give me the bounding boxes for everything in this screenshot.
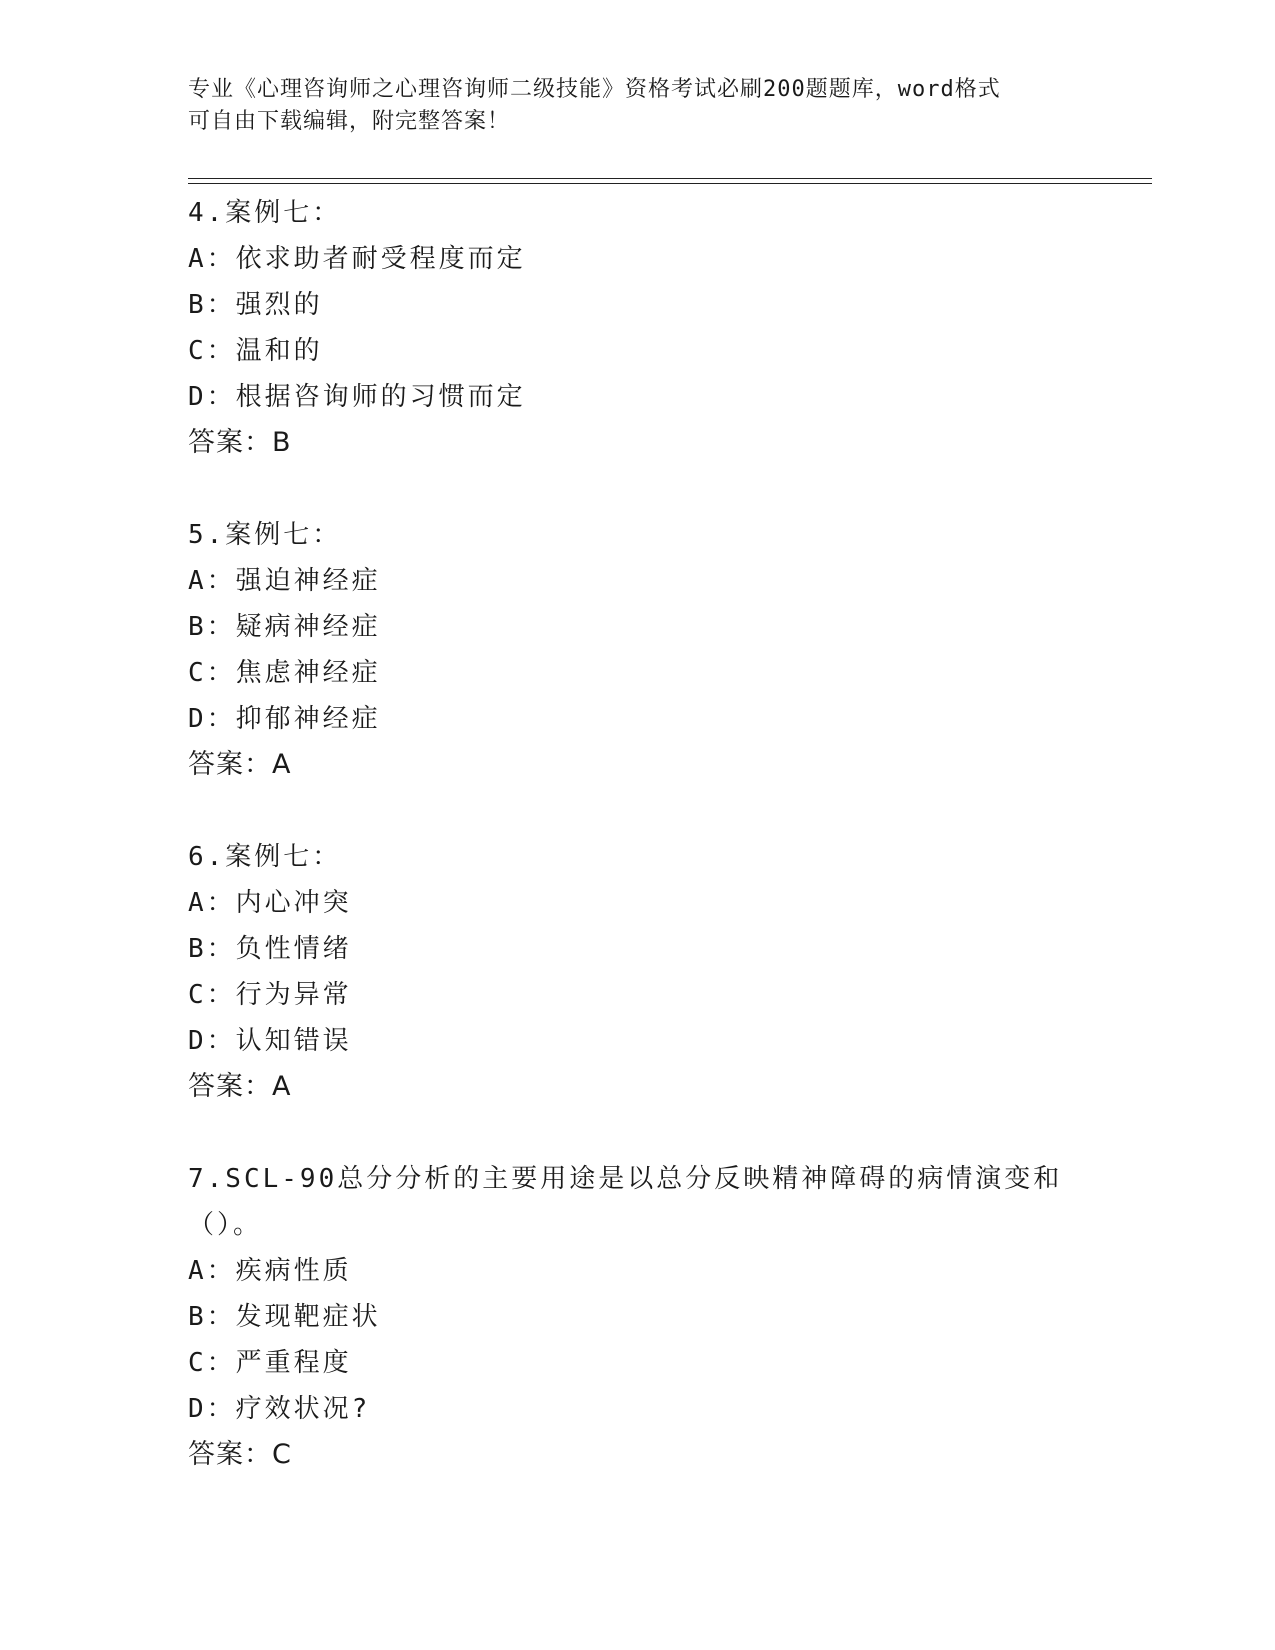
- option-a: A：内心冲突: [188, 888, 352, 918]
- option-d: D：根据咨询师的习惯而定: [188, 382, 526, 412]
- question-spacer: [188, 466, 1088, 512]
- question-4: [188, 190, 1088, 466]
- option-a: A：强迫神经症: [188, 566, 381, 596]
- question-stem: 4.案例七：: [188, 198, 342, 228]
- question-5: [188, 512, 1088, 788]
- option-a: A：疾病性质: [188, 1256, 352, 1286]
- document-header: [188, 74, 1068, 138]
- header-line-2: 可自由下载编辑，附完整答案！: [188, 109, 511, 134]
- option-b: B：负性情绪: [188, 934, 352, 964]
- answer-line: 答案：A: [188, 1071, 292, 1102]
- answer-line: 答案：C: [188, 1439, 292, 1470]
- option-d: D：疗效状况?: [188, 1394, 371, 1424]
- question-stem: 5.案例七：: [188, 520, 342, 550]
- answer-line: 答案：A: [188, 749, 292, 780]
- option-b: B：强烈的: [188, 290, 323, 320]
- header-rule-bottom: [188, 183, 1152, 184]
- question-7: [188, 1156, 1088, 1478]
- question-spacer: [188, 1110, 1088, 1156]
- option-c: C：行为异常: [188, 980, 352, 1010]
- option-c: C：温和的: [188, 336, 323, 366]
- question-stem: 7.SCL-90总分分析的主要用途是以总分反映精神障碍的病情演变和（）。: [188, 1164, 1063, 1240]
- header-line-1: 专业《心理咨询师之心理咨询师二级技能》资格考试必刷200题题库，word格式: [188, 77, 1001, 102]
- option-b: B：发现靶症状: [188, 1302, 381, 1332]
- option-d: D：抑郁神经症: [188, 704, 381, 734]
- question-stem: 6.案例七：: [188, 842, 342, 872]
- question-list: [188, 190, 1088, 1478]
- option-b: B：疑病神经症: [188, 612, 381, 642]
- option-a: A：依求助者耐受程度而定: [188, 244, 526, 274]
- question-6: [188, 834, 1088, 1110]
- header-rule-top: [188, 178, 1152, 179]
- option-c: C：严重程度: [188, 1348, 352, 1378]
- question-spacer: [188, 788, 1088, 834]
- option-d: D：认知错误: [188, 1026, 352, 1056]
- option-c: C：焦虑神经症: [188, 658, 381, 688]
- answer-line: 答案：B: [188, 427, 292, 458]
